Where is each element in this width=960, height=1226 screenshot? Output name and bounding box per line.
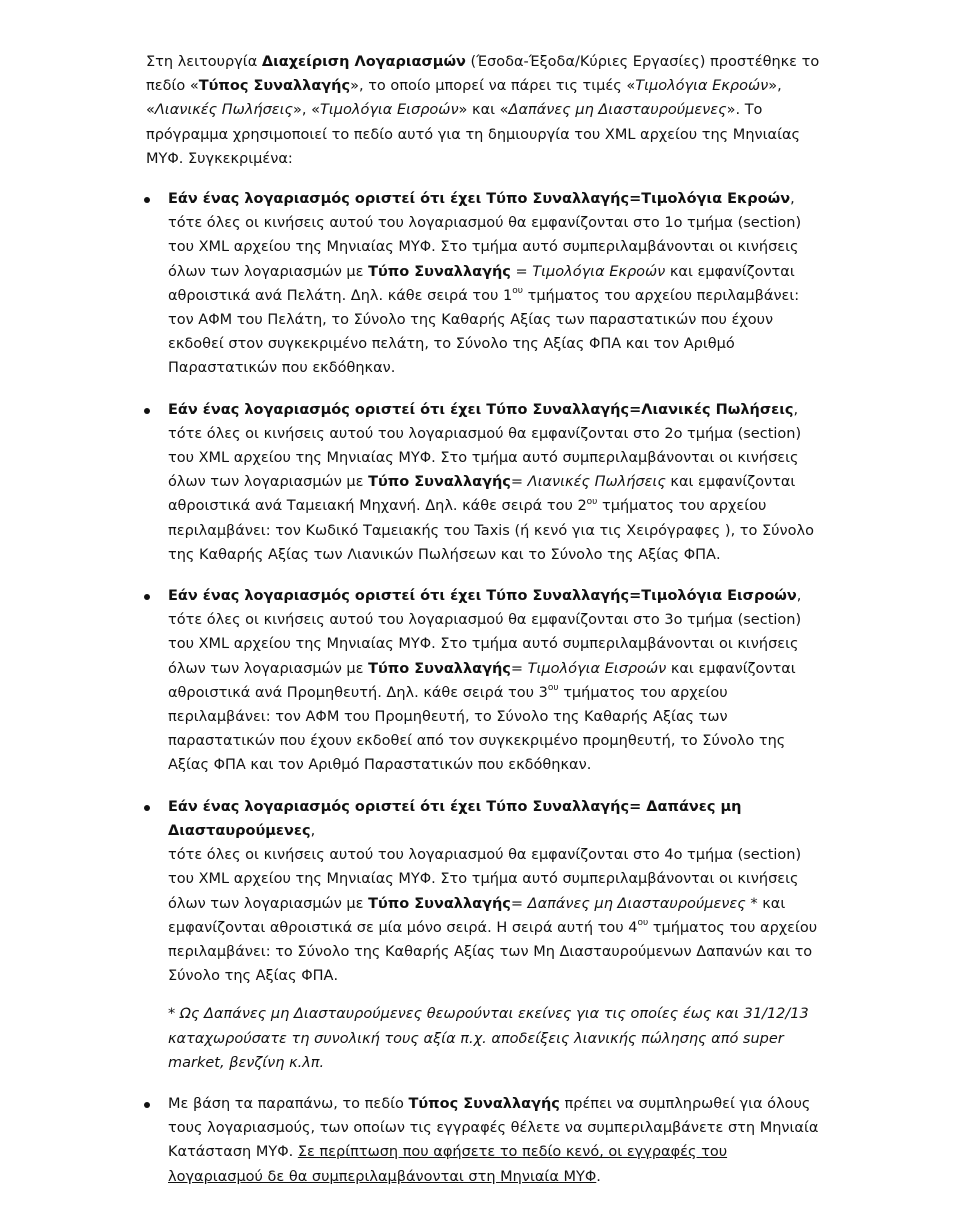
item-heading: Εάν ένας λογαριασμός οριστεί ότι έχει Τύπο Συναλλαγής= Δαπάνες μη Διασταυρούμενες (168, 798, 742, 839)
item-text: πρέπει να συμπληρωθεί για όλους τους λογαριασμούς, των οποίων τις εγγραφές θέλετε να συμπεριλαμβάνετε στη Μηνιαία Κατάσταση ΜΥΦ. (168, 1095, 819, 1161)
item-paragraph (168, 398, 826, 567)
item-text: και εμφανίζονται αθροιστικά ανά Προμηθευτή. Δηλ. κάθε σειρά του 3 (168, 660, 796, 701)
item-text: τμήματος του αρχείου περιλαμβάνει: τον ΑΦΜ του Προμηθευτή, το Σύνολο της Καθαρής Αξίας των παραστατικών που έχουν εκδοθεί από τον συγκεκριμένο προμηθευτή, το Σύνολο της Αξίας ΦΠΑ και τον Αριθμό Παραστατικών που εκδόθηκαν. (168, 684, 786, 774)
intro-value-retail: Λιανικές Πωλήσεις (154, 102, 294, 119)
item-heading: Εάν ένας λογαριασμός οριστεί ότι έχει Τύπο Συναλλαγής=Τιμολόγια Εκροών (168, 191, 791, 208)
item-text: τμήματος του αρχείου περιλαμβάνει: τον Κωδικό Ταμειακής του Taxis (ή κενό για τις Χειρόγραφες ), το Σύνολο της Καθαρής Αξίας των Λιανικών Πωλήσεων και το Σύνολο της Αξίας ΦΠΑ. (168, 498, 814, 563)
item-text: * και εμφανίζονται αθροιστικά σε μία μόνο σειρά. Η σειρά αυτή του 4 (168, 895, 786, 936)
underlined-warning: Σε περίπτωση που αφήσετε το πεδίο κενό, οι εγγραφές του λογαριασμού δε θα συμπεριλαμβάνονται στη Μηνιαία ΜΥΦ (168, 1144, 728, 1185)
item-heading: Εάν ένας λογαριασμός οριστεί ότι έχει Τύπο Συναλλαγής=Λιανικές Πωλήσεις (168, 401, 794, 418)
item-text: τότε όλες οι κινήσεις αυτού του λογαριασμού θα εμφανίζονται στο 2ο τμήμα (section) του XML αρχείου της Μηνιαίας ΜΥΦ. Στο τμήμα αυτό συμπεριλαμβάνονται οι κινήσεις όλων των λογαριασμών με (168, 425, 802, 491)
intro-text: » και « (458, 102, 509, 119)
intro-value-outflows: Τιμολόγια Εκροών (635, 78, 769, 95)
item-text: και εμφανίζονται αθροιστικά ανά Ταμειακή Μηχανή. Δηλ. κάθε σειρά του 2 (168, 474, 796, 515)
bullet-icon (144, 408, 150, 414)
item-text: τμήματος του αρχείου περιλαμβάνει: το Σύνολο της Καθαρής Αξίας των Μη Διασταυρούμενων Δαπανών και το Σύνολο της Αξίας ΦΠΑ. (168, 919, 818, 985)
intro-value-inflows: Τιμολόγια Εισροών (320, 102, 459, 119)
item-paragraph (168, 584, 826, 778)
intro-text: », « (293, 102, 320, 119)
bullet-icon (144, 1102, 150, 1108)
intro-text: », « (146, 78, 782, 119)
item-text: = (510, 895, 528, 912)
item-field-value: Λιανικές Πωλήσεις (527, 474, 666, 491)
ordinal-superscript: ου (637, 917, 649, 928)
list-item (146, 795, 826, 1075)
intro-text: », το οποίο μπορεί να πάρει τις τιμές « (350, 78, 636, 95)
item-field-value: Δαπάνες μη Διασταυρούμενες (527, 895, 746, 912)
intro-function-name: Διαχείριση Λογαριασμών (261, 54, 466, 70)
item-text: Με βάση τα παραπάνω, το πεδίο (168, 1095, 409, 1112)
list-item (146, 398, 826, 567)
ordinal-superscript: ου (586, 496, 598, 507)
item-field-value: Τιμολόγια Εκροών (532, 263, 666, 280)
bullet-icon (144, 805, 150, 811)
intro-field-name: Τύπος Συναλλαγής (198, 78, 351, 95)
item-paragraph (168, 795, 826, 989)
intro-text: Στη λειτουργία (146, 54, 262, 70)
item-text: = (510, 660, 528, 677)
item-field-name: Τύπος Συναλλαγής (408, 1095, 560, 1112)
item-text: . (596, 1168, 601, 1185)
item-text: , (793, 401, 799, 418)
list-item (146, 187, 826, 381)
item-text: τότε όλες οι κινήσεις αυτού του λογαριασμού θα εμφανίζονται στο 1ο τμήμα (section) του XML αρχείου της Μηνιαίας ΜΥΦ. Στο τμήμα αυτό συμπεριλαμβάνονται οι κινήσεις όλων των λογαριασμών με (168, 215, 802, 280)
item-text: , (796, 588, 802, 605)
document-page (146, 50, 826, 1206)
ordinal-superscript: ου (512, 286, 523, 296)
item-text: τότε όλες οι κινήσεις αυτού του λογαριασμού θα εμφανίζονται στο 4ο τμήμα (section) του XML αρχείου της Μηνιαίας ΜΥΦ. Στο τμήμα αυτό συμπεριλαμβάνονται οι κινήσεις όλων των λογαριασμών με (168, 847, 802, 912)
intro-value-expenses: Δαπάνες μη Διασταυρούμενες (508, 102, 727, 119)
list-item (146, 1092, 826, 1189)
list-item (146, 584, 826, 778)
item-field-value: Τιμολόγια Εισροών (527, 660, 667, 677)
item-field-name: Τύπο Συναλλαγής (368, 895, 511, 912)
item-text: , (310, 822, 316, 839)
bullet-list (146, 187, 826, 1189)
item-heading: Εάν ένας λογαριασμός οριστεί ότι έχει Τύπο Συναλλαγής=Τιμολόγια Εισροών (168, 588, 797, 605)
footnote (168, 1002, 826, 1075)
item-paragraph (168, 187, 826, 381)
item-paragraph (168, 1092, 826, 1189)
item-field-name: Τύπο Συναλλαγής (368, 263, 511, 280)
intro-text: (Έσοδα-Έξοδα/Κύριες Εργασίες) προστέθηκε το πεδίο « (146, 54, 820, 95)
item-text: και εμφανίζονται αθροιστικά ανά Πελάτη. Δηλ. κάθε σειρά του 1 (168, 263, 795, 304)
item-text: = (510, 474, 528, 491)
item-field-name: Τύπο Συναλλαγής (368, 660, 511, 677)
intro-paragraph (146, 50, 826, 171)
bullet-icon (144, 197, 150, 203)
item-text: , (790, 191, 795, 208)
item-text: τμήματος του αρχείου περιλαμβάνει: τον ΑΦΜ του Πελάτη, το Σύνολο της Καθαρής Αξίας των παραστατικών που έχουν εκδοθεί στον συγκεκριμένο πελάτη, το Σύνολο της Αξίας ΦΠΑ και τον Αριθμό Παραστατικών που εκδόθηκαν. (168, 287, 800, 377)
footnote-text: * Ως Δαπάνες μη Διασταυρούμενες θεωρούνται εκείνες για τις οποίες έως και 31/12/13 καταχωρούσατε τη συνολική τους αξία π.χ. αποδείξεις λιανικής πώλησης από super market, βενζίνη κ.λπ. (168, 1006, 809, 1071)
item-text: τότε όλες οι κινήσεις αυτού του λογαριασμού θα εμφανίζονται στο 3ο τμήμα (section) του XML αρχείου της Μηνιαίας ΜΥΦ. Στο τμήμα αυτό συμπεριλαμβάνονται οι κινήσεις όλων των λογαριασμών με (168, 612, 802, 677)
item-text: = (510, 263, 533, 280)
bullet-icon (144, 594, 150, 600)
item-field-name: Τύπο Συναλλαγής (368, 474, 511, 491)
intro-text: ». Το πρόγραμμα χρησιμοποιεί το πεδίο αυτό για τη δημιουργία του XML αρχείου της Μηνιαίας ΜΥΦ. Συγκεκριμένα: (146, 102, 801, 167)
ordinal-superscript: ου (547, 683, 559, 694)
